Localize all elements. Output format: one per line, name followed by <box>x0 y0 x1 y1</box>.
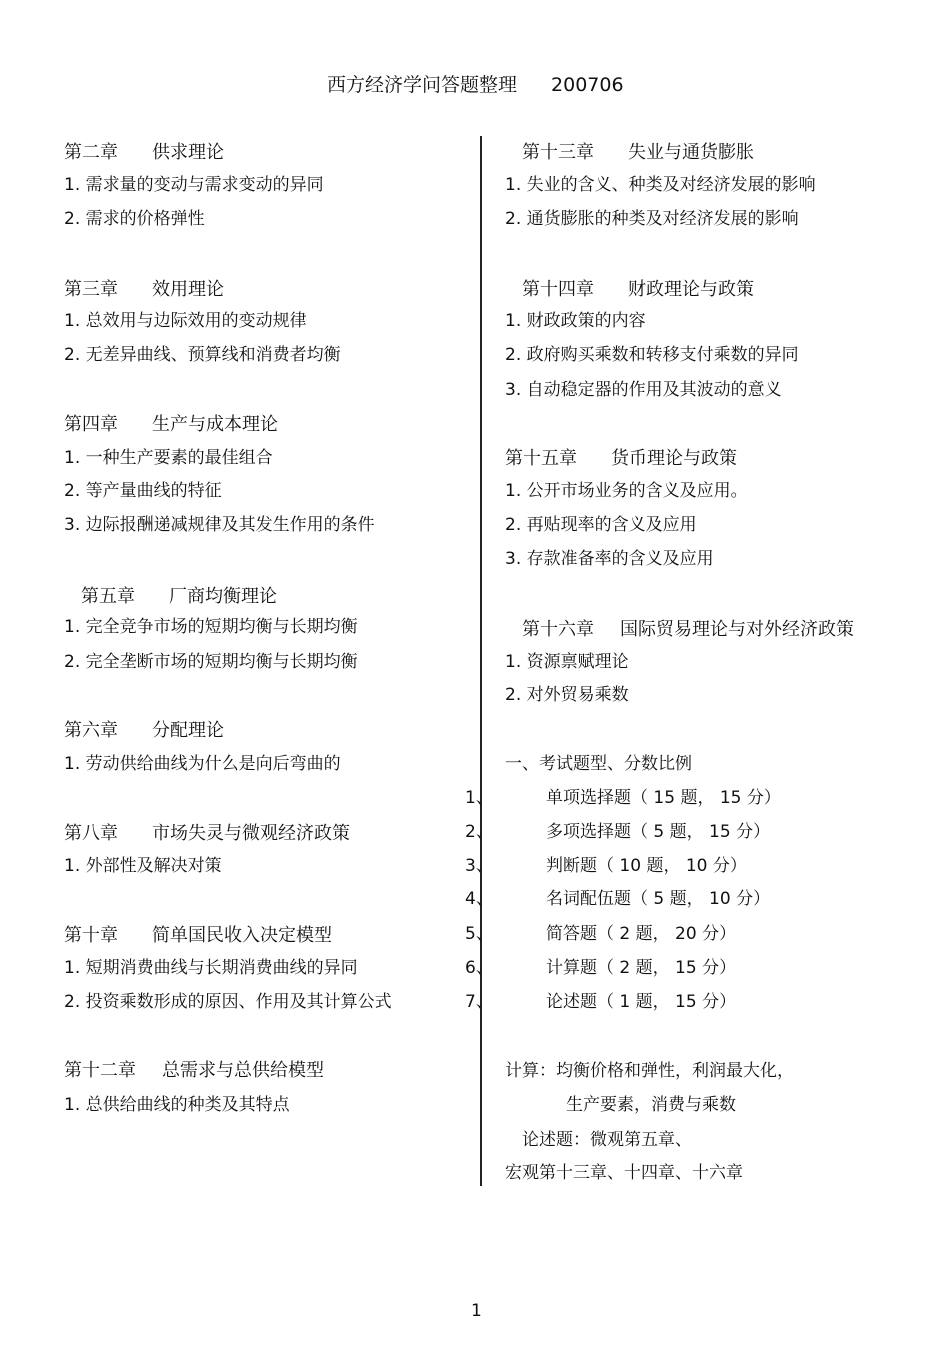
chapter-number: 第十二章 <box>64 1060 136 1081</box>
list-item: 1. 外部性及解决对策 <box>64 856 222 876</box>
exam-item: 判断题（ 10 题， 10 分） <box>546 856 747 876</box>
exam-note: 生产要素，消费与乘数 <box>566 1095 736 1115</box>
chapter-heading <box>81 588 277 606</box>
exam-item-number: 1、 <box>465 788 493 808</box>
list-item: 1. 一种生产要素的最佳组合 <box>64 448 273 468</box>
chapter-number: 第二章 <box>64 142 118 163</box>
page-title <box>327 76 624 95</box>
list-item: 2. 等产量曲线的特征 <box>64 481 222 501</box>
exam-heading: 一、考试题型、分数比例 <box>505 754 692 774</box>
chapter-heading <box>505 450 737 468</box>
chapter-name: 分配理论 <box>152 720 224 741</box>
chapter-heading <box>64 825 350 843</box>
page-number: 1 <box>471 1301 482 1321</box>
list-item: 2. 需求的价格弹性 <box>64 209 205 229</box>
title-code: 200706 <box>551 74 624 96</box>
exam-item: 多项选择题（ 5 题， 15 分） <box>546 822 771 842</box>
chapter-heading <box>64 927 332 945</box>
list-item: 1. 资源禀赋理论 <box>505 652 629 672</box>
list-item: 2. 再贴现率的含义及应用 <box>505 515 697 535</box>
exam-item: 论述题（ 1 题， 15 分） <box>546 992 737 1012</box>
chapter-name: 厂商均衡理论 <box>169 586 277 607</box>
chapter-number: 第三章 <box>64 279 118 300</box>
list-item: 2. 完全垄断市场的短期均衡与长期均衡 <box>64 652 358 672</box>
exam-item-number: 3、 <box>465 856 493 876</box>
exam-item: 计算题（ 2 题， 15 分） <box>546 958 737 978</box>
list-item: 2. 投资乘数形成的原因、作用及其计算公式 <box>64 992 392 1012</box>
exam-item: 简答题（ 2 题， 20 分） <box>546 924 737 944</box>
exam-item-number: 4、 <box>465 889 493 909</box>
list-item: 1. 劳动供给曲线为什么是向后弯曲的 <box>64 754 341 774</box>
title-text: 西方经济学问答题整理 <box>327 74 518 96</box>
chapter-number: 第十五章 <box>505 448 577 469</box>
chapter-heading <box>522 621 854 639</box>
chapter-name: 货币理论与政策 <box>611 448 737 469</box>
list-item: 1. 总效用与边际效用的变动规律 <box>64 311 307 331</box>
chapter-heading <box>64 722 224 740</box>
exam-note: 宏观第十三章、十四章、十六章 <box>505 1163 743 1183</box>
exam-item-number: 6、 <box>465 958 493 978</box>
chapter-number: 第十章 <box>64 925 118 946</box>
exam-note: 论述题：微观第五章、 <box>522 1130 692 1150</box>
list-item: 1. 公开市场业务的含义及应用。 <box>505 481 748 501</box>
chapter-number: 第十三章 <box>522 142 594 163</box>
list-item: 1. 总供给曲线的种类及其特点 <box>64 1095 290 1115</box>
exam-note: 计算：均衡价格和弹性，利润最大化， <box>505 1061 794 1081</box>
exam-item-number: 2、 <box>465 822 493 842</box>
chapter-heading <box>522 144 754 162</box>
chapter-heading <box>64 416 278 434</box>
chapter-name: 简单国民收入决定模型 <box>152 925 332 946</box>
chapter-number: 第四章 <box>64 414 118 435</box>
chapter-name: 失业与通货膨胀 <box>628 142 754 163</box>
column-divider <box>480 136 482 1186</box>
exam-item: 单项选择题（ 15 题， 15 分） <box>546 788 781 808</box>
chapter-number: 第十四章 <box>522 279 594 300</box>
list-item: 1. 财政政策的内容 <box>505 311 646 331</box>
list-item: 2. 对外贸易乘数 <box>505 685 629 705</box>
exam-item-number: 7、 <box>465 992 493 1012</box>
list-item: 3. 存款准备率的含义及应用 <box>505 549 714 569</box>
chapter-name: 财政理论与政策 <box>628 279 754 300</box>
chapter-heading <box>64 281 224 299</box>
list-item: 2. 政府购买乘数和转移支付乘数的异同 <box>505 345 799 365</box>
list-item: 2. 无差异曲线、预算线和消费者均衡 <box>64 345 341 365</box>
chapter-name: 生产与成本理论 <box>152 414 278 435</box>
chapter-name: 总需求与总供给模型 <box>162 1060 324 1081</box>
list-item: 1. 需求量的变动与需求变动的异同 <box>64 175 324 195</box>
list-item: 1. 失业的含义、种类及对经济发展的影响 <box>505 175 816 195</box>
chapter-number: 第六章 <box>64 720 118 741</box>
chapter-number: 第十六章 <box>522 619 594 640</box>
chapter-name: 供求理论 <box>152 142 224 163</box>
chapter-name: 效用理论 <box>152 279 224 300</box>
chapter-name: 国际贸易理论与对外经济政策 <box>620 619 854 640</box>
chapter-number: 第五章 <box>81 586 135 607</box>
exam-item-number: 5、 <box>465 924 493 944</box>
list-item: 3. 边际报酬递减规律及其发生作用的条件 <box>64 515 375 535</box>
chapter-heading <box>522 281 754 299</box>
list-item: 1. 短期消费曲线与长期消费曲线的异同 <box>64 958 358 978</box>
list-item: 2. 通货膨胀的种类及对经济发展的影响 <box>505 209 799 229</box>
chapter-name: 市场失灵与微观经济政策 <box>152 823 350 844</box>
list-item: 3. 自动稳定器的作用及其波动的意义 <box>505 380 782 400</box>
chapter-number: 第八章 <box>64 823 118 844</box>
chapter-heading <box>64 1062 324 1080</box>
exam-item: 名词配伍题（ 5 题， 10 分） <box>546 889 771 909</box>
list-item: 1. 完全竞争市场的短期均衡与长期均衡 <box>64 617 358 637</box>
chapter-heading <box>64 144 224 162</box>
